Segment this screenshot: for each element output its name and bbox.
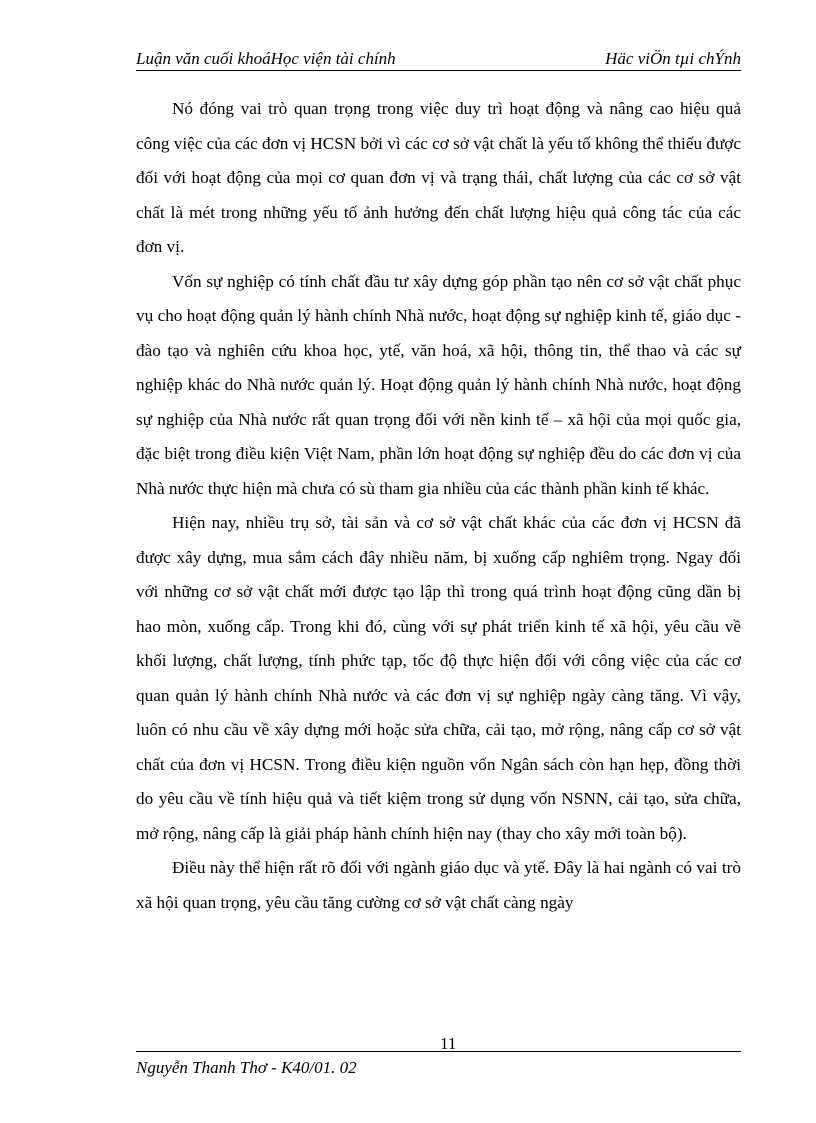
body-paragraph: Nó đóng vai trò quan trọng trong việc duy trì hoạt động và nâng cao hiệu quả công việc của các đơn vị HCSN bởi vì các cơ sở vật chất là yếu tố không thể thiếu được đối với hoạt động của mọi cơ quan đơn vị và trạng thái, chất lượng của các cơ sở vật chất là mét trong những yếu tố ảnh hưởng đến chất lượng hiệu quả công tác của các đơn vị. xyxy=(136,99,741,256)
page-footer xyxy=(136,1034,741,1077)
page-header xyxy=(136,48,741,71)
body-paragraph: Vốn sự nghiệp có tính chất đầu tư xây dựng góp phần tạo nên cơ sở vật chất phục vụ cho hoạt động quản lý hành chính Nhà nước, hoạt động sự nghiệp kinh tế, giáo dục - đào tạo và nghiên cứu khoa học, ytế, văn hoá, xã hội, thông tin, thể thao và các sự nghiệp khác do Nhà nước quản lý. Hoạt động quản lý hành chính Nhà nước, hoạt động sự nghiệp của Nhà nước rất quan trọng đối với nền kinh tế – xã hội của mọi quốc gia, đặc biệt trong điều kiện Việt Nam, phần lớn hoạt động sự nghiệp đều do các đơn vị của Nhà nước thực hiện mà chưa có sù tham gia nhiều của các thành phần kinh tế khác. xyxy=(136,271,741,498)
body-paragraph: Điều này thể hiện rất rõ đối với ngành giáo dục và ytế. Đây là hai ngành có vai trò xã hội quan trọng, yêu cầu tăng cường cơ sở vật chất càng ngày xyxy=(136,858,741,912)
header-institution: Häc viÖn tµi chÝnh xyxy=(605,49,741,68)
body-paragraph: Hiện nay, nhiều trụ sở, tài sản và cơ sở vật chất khác của các đơn vị HCSN đã được xây dựng, mua sắm cách đây nhiều năm, bị xuống cấp nghiêm trọng. Ngay đối với những cơ sở vật chất mới được tạo lập thì trong quá trình hoạt động cũng dần bị hao mòn, xuống cấp. Trong khi đó, cùng với sự phát triển kinh tế xã hội, yêu cầu về khối lượng, chất lượng, tính phức tạp, tốc độ thực hiện đối với công việc của các cơ quan quản lý hành chính Nhà nước và các đơn vị sự nghiệp ngày càng tăng. Vì vậy, luôn có nhu cầu về xây dựng mới hoặc sửa chữa, cải tạo, mở rộng, nâng cấp cơ sở vật chất của đơn vị HCSN. Trong điều kiện nguồn vốn Ngân sách còn hạn hẹp, đồng thời do yêu cầu về tính hiệu quả và tiết kiệm trong sử dụng vốn NSNN, cải tạo, sửa chữa, mở rộng, nâng cấp là giải pháp hành chính hiện nay (thay cho xây mới toàn bộ). xyxy=(136,513,741,843)
document-body xyxy=(136,92,741,920)
page-number: 11 xyxy=(440,1034,457,1053)
footer-author: Nguyễn Thanh Thơ - K40/01. 02 xyxy=(136,1058,357,1077)
header-thesis-title: Luận văn cuối khoáHọc viện tài chính xyxy=(136,49,396,68)
